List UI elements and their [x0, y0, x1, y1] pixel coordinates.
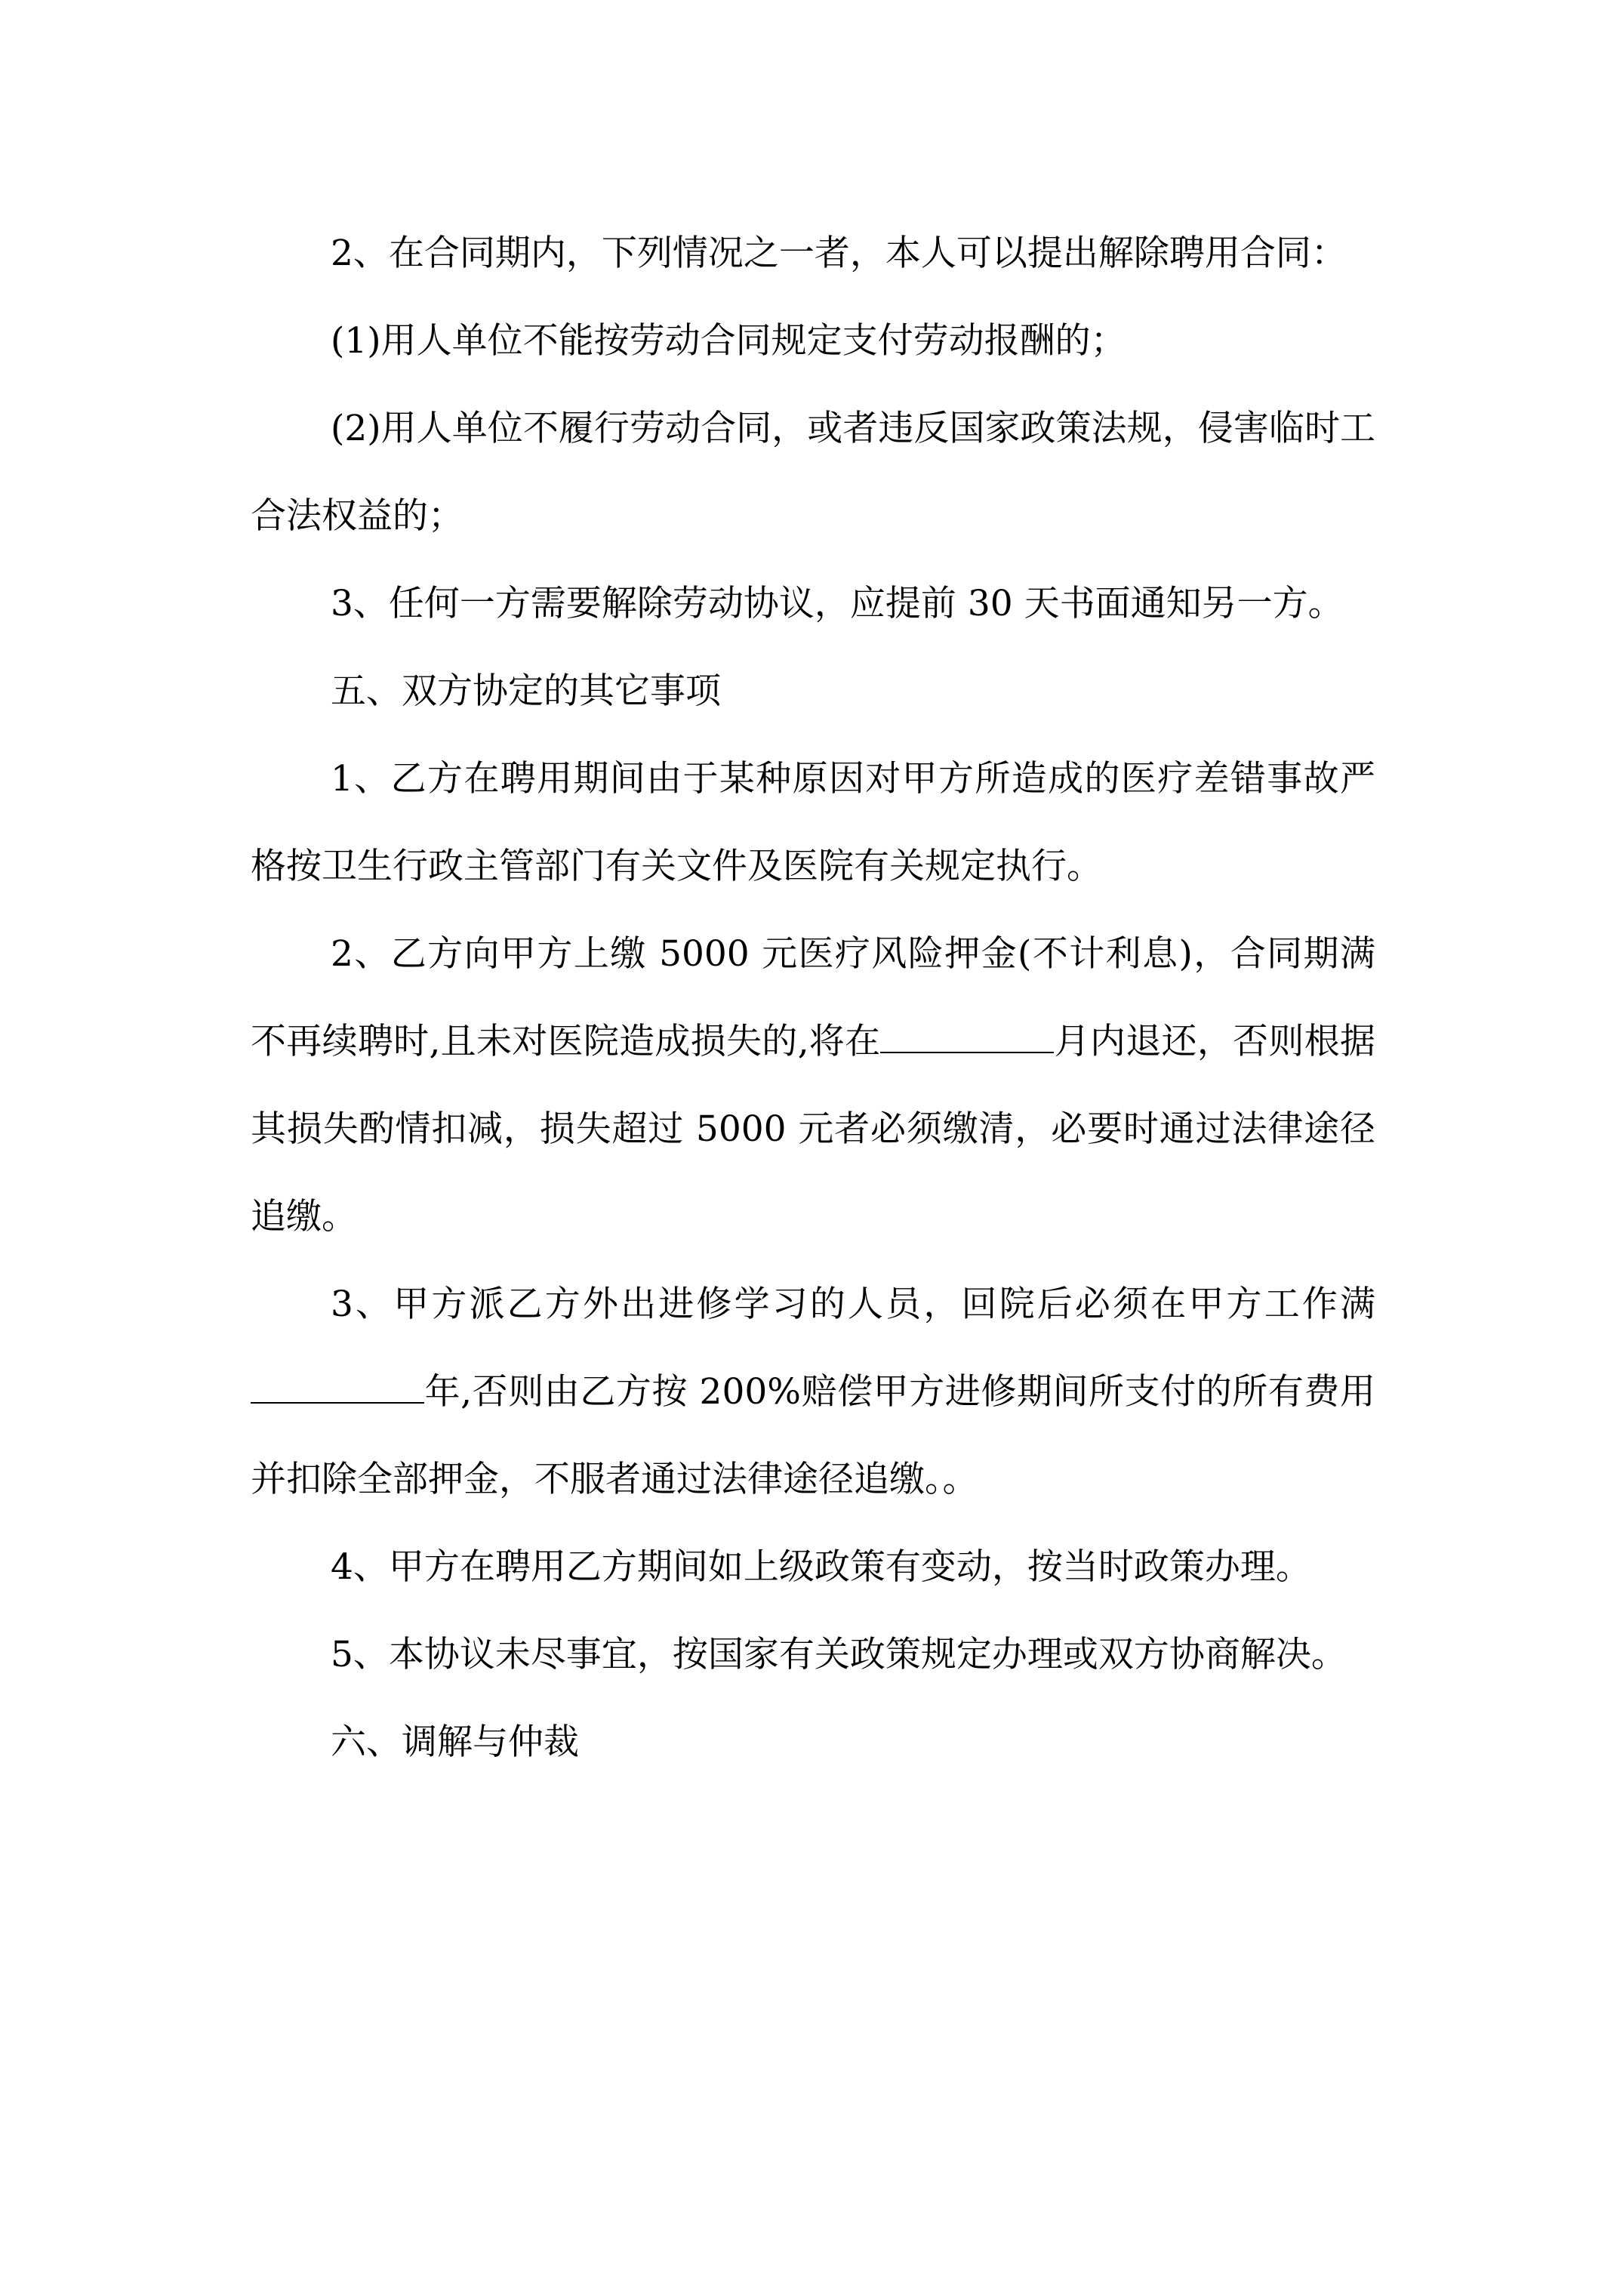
clause-risk-deposit: [251, 911, 1375, 1261]
training-text-before: 3、甲方派乙方外出进修学习的人员，回院后必须在甲方工作满: [331, 1284, 1375, 1325]
clause-item-2: (2)用人单位不履行劳动合同，或者违反国家政策法规，侵害临时工合法权益的；: [251, 408, 1375, 537]
risk-deposit-text-after: 月内退还，否则根据其损失酌情扣减，损失超过 5000 元者必须缴清，必要时通过法律途径追缴。: [251, 1021, 1375, 1237]
training-text-after: 年,否则由乙方按 200%赔偿甲方进修期间所支付的所有费用并扣除全部押金，不服者通过法律途径追缴。。: [251, 1371, 1375, 1500]
clause-policy-change: 4、甲方在聘用乙方期间如上级政策有变动，按当时政策办理。: [331, 1546, 1311, 1588]
clause-medical-error: 1、乙方在聘用期间由于某种原因对甲方所造成的医疗差错事故严格按卫生行政主管部门有关文件及医院有关规定执行。: [251, 758, 1375, 887]
clause-item-1: (1)用人单位不能按劳动合同规定支付劳动报酬的；: [331, 320, 1126, 362]
risk-deposit-text-before: 2、乙方向甲方上缴 5000 元医疗风险押金(不计利息)，合同期满不再续聘时,且未对医院造成损失的,将在: [251, 933, 1375, 1062]
service-years-blank: [251, 1358, 424, 1404]
clause-training: [251, 1261, 1375, 1524]
refund-months-blank: [880, 1008, 1054, 1053]
clause-notice-period: 3、任何一方需要解除劳动协议，应提前 30 天书面通知另一方。: [331, 583, 1344, 624]
clause-terminate-contract: 2、在合同期内，下列情况之一者，本人可以提出解除聘用合同：: [331, 233, 1347, 274]
section-heading-mediation: 六、调解与仲裁: [331, 1721, 579, 1763]
document-page: [251, 210, 1375, 1786]
section-heading-other-matters: 五、双方协定的其它事项: [331, 670, 721, 712]
clause-unresolved-matters: 5、本协议未尽事宜，按国家有关政策规定办理或双方协商解决。: [331, 1634, 1347, 1675]
